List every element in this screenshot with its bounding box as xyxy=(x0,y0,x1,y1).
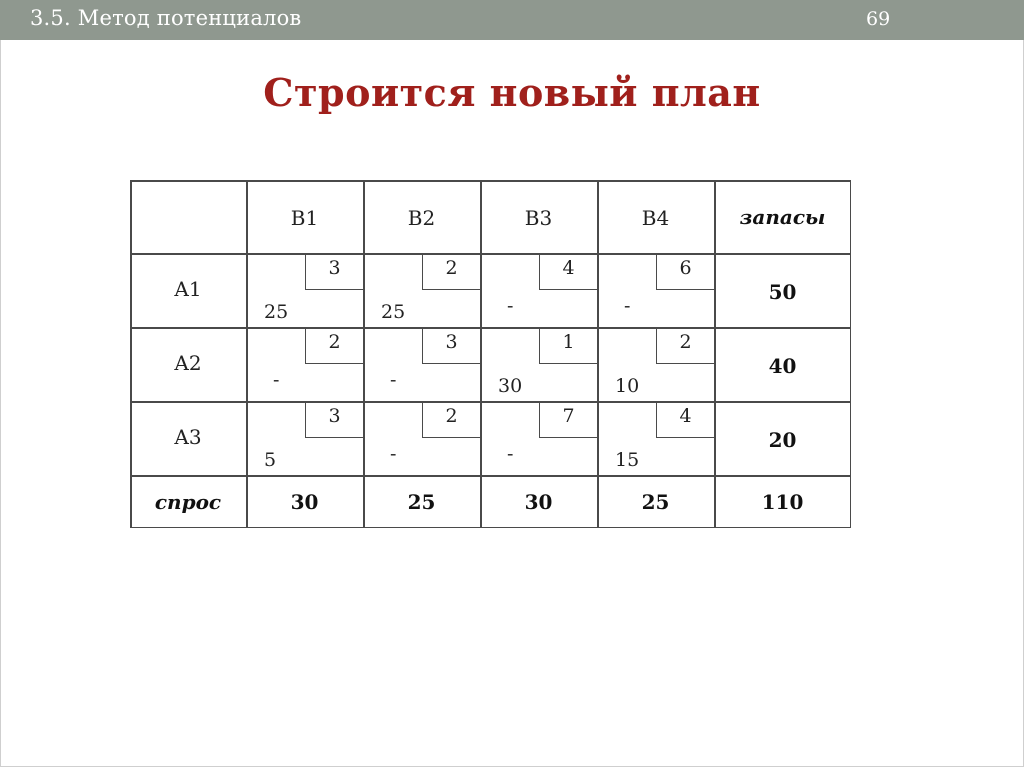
table-hline xyxy=(130,253,851,255)
column-header: B1 xyxy=(290,206,319,230)
allocation-value: 25 xyxy=(381,301,406,323)
supply-value: 20 xyxy=(768,428,797,452)
allocation-value: 15 xyxy=(615,449,640,471)
allocation-value: - xyxy=(273,369,280,391)
cost-box: 3 xyxy=(422,327,480,364)
cost-box: 1 xyxy=(539,327,597,364)
section-title: 3.5. Метод потенциалов xyxy=(30,6,302,30)
allocation-value: - xyxy=(390,443,397,465)
cost-box: 2 xyxy=(422,253,480,290)
demand-value: 25 xyxy=(641,490,670,514)
row-label: A3 xyxy=(174,425,202,449)
supply-value: 50 xyxy=(768,280,797,304)
allocation-value: - xyxy=(390,369,397,391)
supply-value: 40 xyxy=(768,354,797,378)
cost-box: 2 xyxy=(656,327,714,364)
demand-value: 25 xyxy=(407,490,436,514)
allocation-value: 30 xyxy=(498,375,523,397)
allocation-value: 25 xyxy=(264,301,289,323)
page-number: 69 xyxy=(866,8,891,30)
table-hline xyxy=(130,527,851,529)
column-header: B2 xyxy=(407,206,436,230)
demand-label: спрос xyxy=(154,490,222,514)
demand-value: 30 xyxy=(524,490,553,514)
cost-box: 6 xyxy=(656,253,714,290)
allocation-value: - xyxy=(624,295,631,317)
cost-box: 7 xyxy=(539,401,597,438)
table-hline xyxy=(130,327,851,329)
cost-box: 2 xyxy=(422,401,480,438)
demand-value: 30 xyxy=(290,490,319,514)
table-hline xyxy=(130,475,851,477)
allocation-value: 10 xyxy=(615,375,640,397)
allocation-value: - xyxy=(507,443,514,465)
cost-box: 3 xyxy=(305,253,363,290)
slide-title: Строится новый план xyxy=(263,70,761,115)
transport-table xyxy=(130,180,851,528)
cost-box: 4 xyxy=(539,253,597,290)
allocation-value: 5 xyxy=(264,449,277,471)
supply-header: запасы xyxy=(739,205,826,229)
allocation-value: - xyxy=(507,295,514,317)
column-header: B4 xyxy=(641,206,670,230)
total-value: 110 xyxy=(761,490,804,514)
cost-box: 3 xyxy=(305,401,363,438)
cost-box: 2 xyxy=(305,327,363,364)
cost-box: 4 xyxy=(656,401,714,438)
slide-header xyxy=(0,0,1024,40)
table-hline xyxy=(130,180,851,182)
row-label: A2 xyxy=(174,351,202,375)
column-header: B3 xyxy=(524,206,553,230)
table-hline xyxy=(130,401,851,403)
row-label: A1 xyxy=(174,277,202,301)
